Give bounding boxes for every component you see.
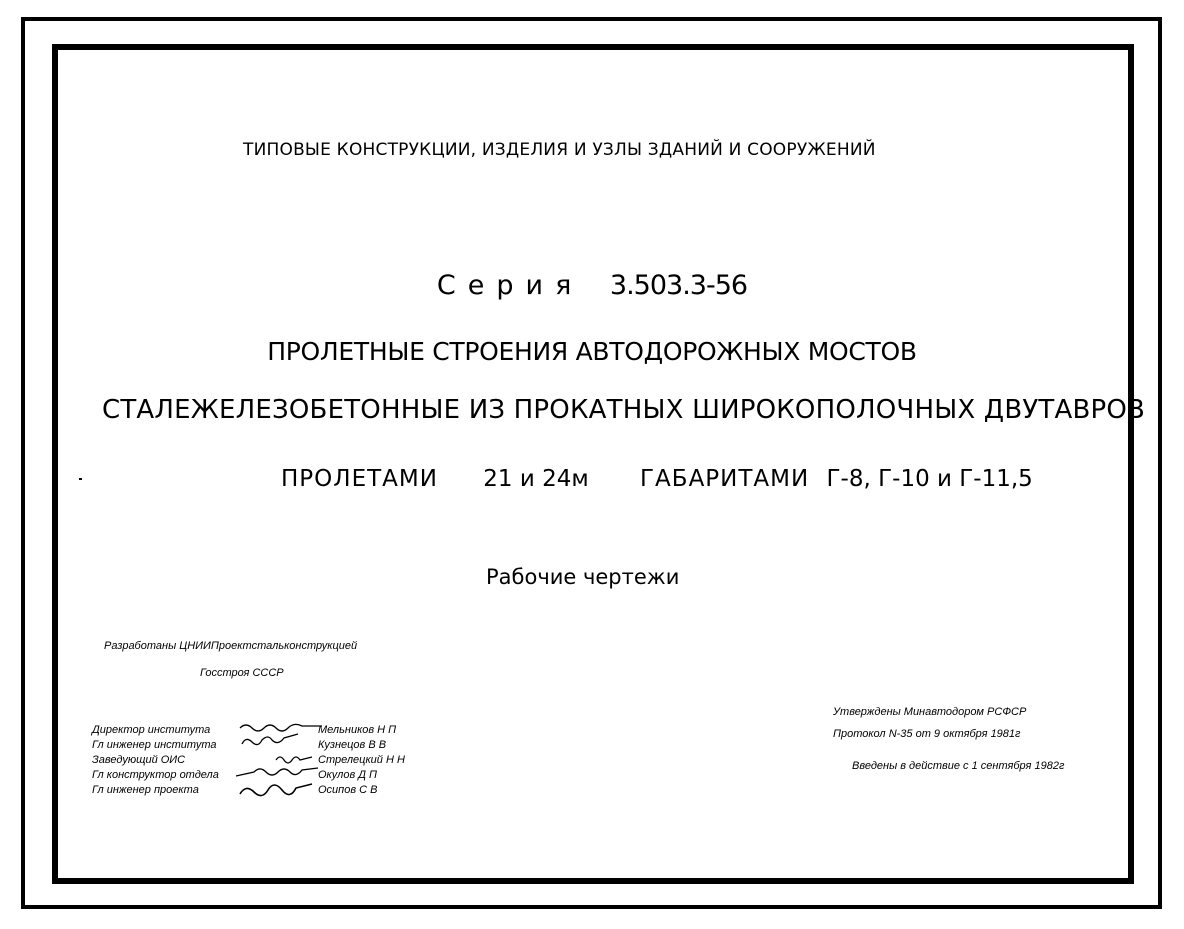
name-item: Кузнецов В В <box>318 739 387 751</box>
working-drawings-label: Рабочие чертежи <box>486 565 680 589</box>
name-item: Осипов С В <box>318 784 378 796</box>
staff-names <box>318 723 405 798</box>
name-item: Мельников Н П <box>318 724 397 736</box>
series-label: Серия <box>436 270 584 301</box>
name-item: Окулов Д П <box>318 769 378 781</box>
title-line-2: СТАЛЕЖЕЛЕЗОБЕТОННЫЕ ИЗ ПРОКАТНЫХ ШИРОКОПОЛОЧНЫХ ДВУТАВРОВ <box>102 395 1146 425</box>
stray-mark <box>79 478 82 480</box>
series-row <box>0 270 1184 301</box>
spans-value: 21 и 24м <box>483 466 589 492</box>
signatures-image <box>232 718 322 806</box>
series-code: 3.503.3-56 <box>609 270 748 301</box>
dims-label: ГАБАРИТАМИ <box>640 466 810 492</box>
role-item: Гл конструктор отдела <box>92 769 219 781</box>
approval-line-1: Утверждены Минавтодором РСФСР <box>833 706 1027 718</box>
header-text: ТИПОВЫЕ КОНСТРУКЦИИ, ИЗДЕЛИЯ И УЗЛЫ ЗДАНИЙ И СООРУЖЕНИЙ <box>243 140 876 160</box>
role-item: Гл инженер института <box>92 739 217 751</box>
developer-line-1: Разработаны ЦНИИПроектстальконструкцией <box>104 640 358 652</box>
role-item: Директор института <box>92 724 211 736</box>
developer-line-2: Госстроя СССР <box>200 667 284 679</box>
staff-roles <box>92 723 219 798</box>
dims-value: Г-8, Г-10 и Г-11,5 <box>826 466 1033 492</box>
role-item: Гл инженер проекта <box>92 784 199 796</box>
approval-line-3: Введены в действие с 1 сентября 1982г <box>852 760 1065 772</box>
spans-row <box>281 466 1033 492</box>
name-item: Стрелецкий Н Н <box>318 754 405 766</box>
approval-line-2: Протокол N-35 от 9 октября 1981г <box>833 728 1021 740</box>
title-line-1: ПРОЛЕТНЫЕ СТРОЕНИЯ АВТОДОРОЖНЫХ МОСТОВ <box>267 337 917 366</box>
role-item: Заведующий ОИС <box>92 754 186 766</box>
spans-label: ПРОЛЕТАМИ <box>281 466 438 492</box>
